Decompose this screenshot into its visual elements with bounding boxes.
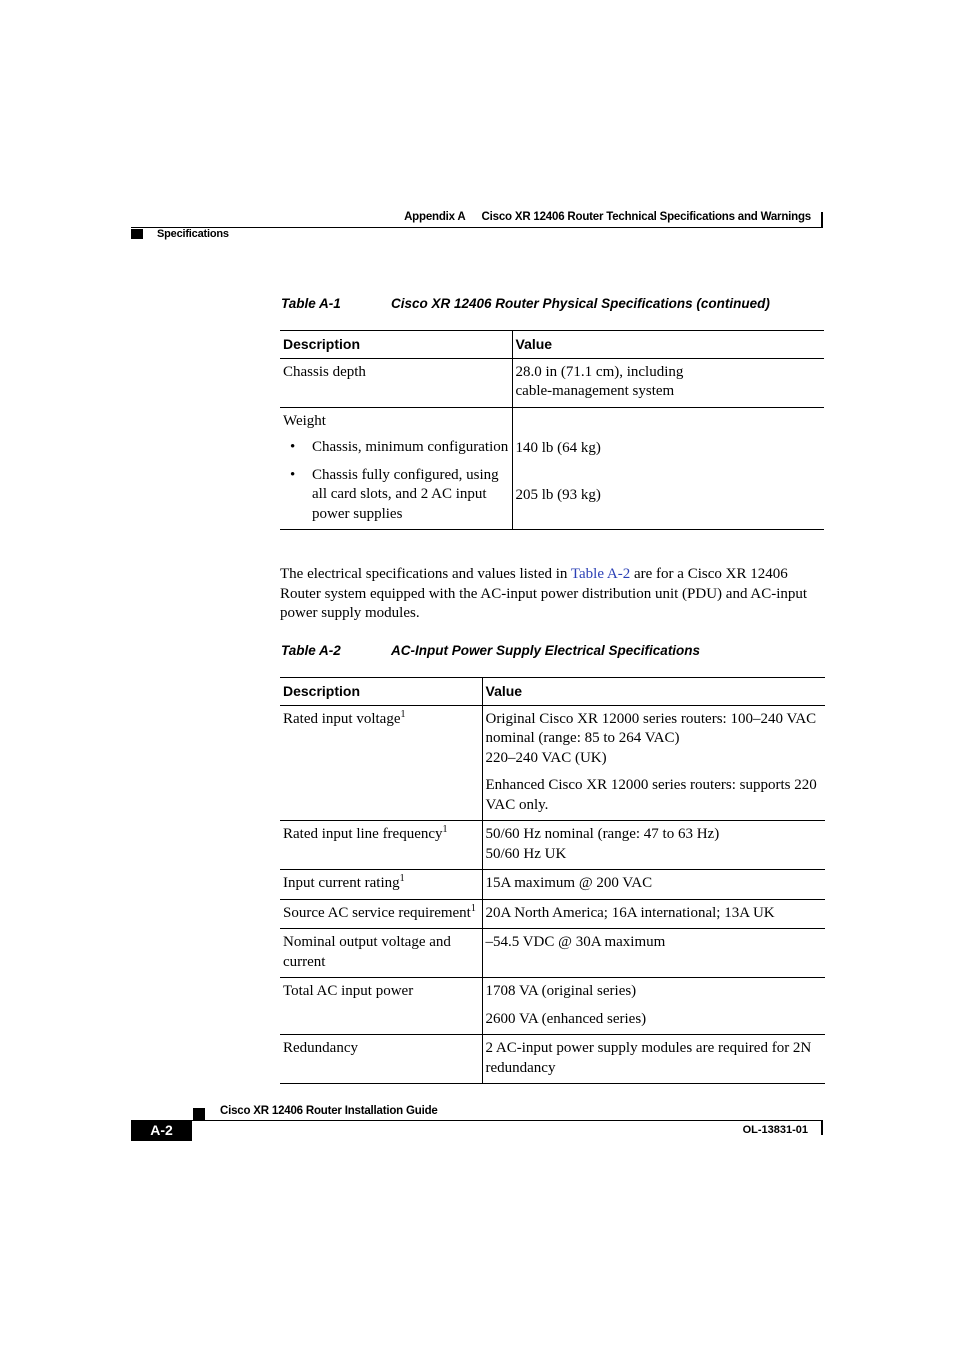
column-header-description: Description (280, 678, 482, 706)
table-header-row (280, 331, 824, 359)
table-a2-caption (281, 643, 821, 661)
spacer (516, 412, 822, 439)
value-line: 140 lb (64 kg) (515, 439, 601, 456)
table-a1-caption (281, 296, 821, 314)
table-row (280, 705, 825, 821)
value-line: cable-management system (515, 383, 675, 399)
description-text: Input current rating (283, 875, 400, 891)
table-row (280, 978, 825, 1035)
table-row (280, 899, 825, 929)
value-paragraph: 2600 VA (enhanced series) (485, 1010, 647, 1027)
table-a2-link[interactable]: Table A-2 (570, 566, 631, 582)
row-description (280, 899, 482, 929)
row-value (512, 407, 824, 530)
row-value: 15A maximum @ 200 VAC (482, 870, 825, 900)
row-value (482, 705, 825, 821)
footnote-marker: 1 (399, 873, 405, 884)
row-value: –54.5 VDC @ 30A maximum (482, 929, 825, 978)
row-value (482, 978, 825, 1035)
table-row (280, 870, 825, 900)
running-header-title (380, 211, 811, 223)
row-description (280, 407, 512, 530)
footer-marker (193, 1108, 205, 1120)
row-description: Redundancy (280, 1035, 482, 1084)
weight-heading: Weight (283, 412, 326, 429)
table-row (280, 929, 825, 978)
table-header-row (280, 678, 825, 706)
header-section-marker (131, 229, 143, 239)
row-description (280, 821, 482, 870)
value-text: Original Cisco XR 12000 series routers: 100–240 VAC nominal (range: 85 to 264 VAC) (485, 710, 817, 746)
table-row (280, 407, 824, 530)
row-value (512, 358, 824, 407)
table-a2-label: Table A-2 (281, 643, 341, 658)
column-header-value: Value (482, 678, 825, 706)
row-value: 2 AC-input power supply modules are required for 2N redundancy (482, 1035, 825, 1084)
column-header-value: Value (512, 331, 824, 359)
row-description: Total AC input power (280, 978, 482, 1035)
header-tick-mark (821, 212, 823, 228)
list-item: • Chassis, minimum configuration (312, 438, 509, 458)
list-item: • Chassis fully configured, using all card slots, and 2 AC input power supplies (312, 466, 509, 525)
body-paragraph (280, 565, 825, 624)
table-a1 (280, 330, 824, 530)
value-paragraph: 1708 VA (original series) (485, 983, 637, 999)
document-number: OL-13831-01 (742, 1124, 808, 1136)
table-a2-title: AC-Input Power Supply Electrical Specifications (391, 643, 701, 658)
value-line: 50/60 Hz nominal (range: 47 to 63 Hz) (485, 826, 720, 842)
footnote-marker: 1 (470, 902, 476, 914)
table-row (280, 358, 824, 407)
description-text: Source AC service requirement (283, 904, 471, 921)
footnote-marker: 1 (442, 824, 448, 835)
footer-tick-mark (821, 1120, 823, 1135)
table-a1-label: Table A-1 (281, 296, 341, 311)
page-number: A-2 (131, 1120, 192, 1141)
header-rule (131, 227, 823, 228)
value-paragraph: Enhanced Cisco XR 12000 series routers: supports 220 VAC only. (485, 777, 817, 813)
description-text: Rated input line frequency (283, 826, 443, 842)
paragraph-text: are for a Cisco XR 12406 Router system equipped with the AC-input power distribution unit (PDU) and AC-input power supply modules. (280, 566, 808, 622)
value-text: 220–240 VAC (UK) (485, 749, 607, 766)
value-line: 205 lb (93 kg) (515, 487, 601, 503)
footer-guide-title: Cisco XR 12406 Router Installation Guide (220, 1105, 438, 1117)
value-line: 50/60 Hz UK (485, 845, 567, 862)
description-text: Rated input voltage (283, 710, 401, 727)
value-line: 28.0 in (71.1 cm), including (515, 363, 684, 380)
row-description (280, 705, 482, 821)
weight-list (283, 438, 509, 524)
footnote-marker: 1 (400, 708, 406, 720)
row-description: Nominal output voltage and current (280, 929, 482, 978)
chapter-title: Cisco XR 12406 Router Technical Specifications and Warnings (481, 211, 811, 223)
table-row (280, 1035, 825, 1084)
row-description: Chassis depth (280, 358, 512, 407)
table-a1-title: Cisco XR 12406 Router Physical Specifications (continued) (391, 296, 770, 311)
appendix-label: Appendix A (404, 211, 466, 223)
table-a2 (280, 677, 825, 1084)
spacer (516, 458, 822, 486)
table-row (280, 821, 825, 870)
paragraph-text: The electrical specifications and values listed in (280, 566, 571, 582)
row-description (280, 870, 482, 900)
column-header-description: Description (280, 331, 512, 359)
value-paragraph (486, 710, 823, 769)
section-label: Specifications (157, 228, 229, 240)
footer-rule (131, 1120, 823, 1121)
row-value: 20A North America; 16A international; 13A UK (482, 899, 825, 929)
row-value (482, 821, 825, 870)
